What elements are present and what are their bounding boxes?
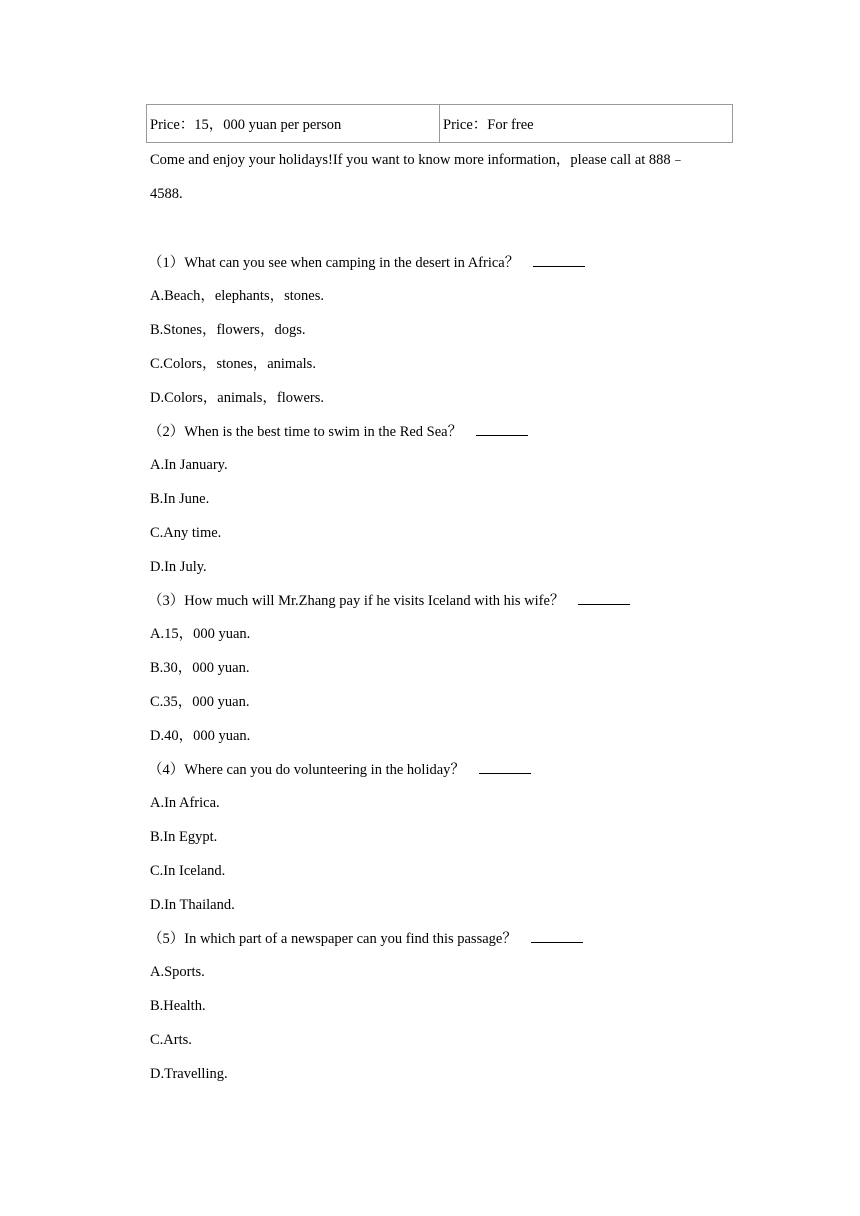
- answer-blank-5[interactable]: [531, 928, 583, 943]
- answer-blank-1[interactable]: [533, 252, 585, 267]
- price-cell-right: Price：For free: [440, 105, 733, 143]
- answer-blank-2[interactable]: [476, 421, 528, 436]
- option-3d: D.40，000 yuan.: [150, 728, 251, 744]
- price-cell-left: Price：15，000 yuan per person: [147, 105, 440, 143]
- info-line-2: 4588.: [150, 186, 183, 202]
- price-row: [147, 105, 733, 143]
- option-1b: B.Stones，flowers，dogs.: [150, 322, 306, 338]
- info-line-1: Come and enjoy your holidays!If you want to know more information，please call at 888﹣: [150, 152, 686, 168]
- answer-blank-3[interactable]: [578, 590, 630, 605]
- option-5b: B.Health.: [150, 998, 206, 1014]
- option-2d: D.In July.: [150, 559, 207, 575]
- option-4a: A.In Africa.: [150, 795, 220, 811]
- question-5-text: （5）In which part of a newspaper can you find this passage？: [148, 931, 517, 947]
- question-1: [148, 252, 585, 273]
- question-2: [148, 421, 528, 442]
- answer-blank-4[interactable]: [479, 759, 531, 774]
- option-4b: B.In Egypt.: [150, 829, 218, 845]
- option-1d: D.Colors，animals，flowers.: [150, 390, 324, 406]
- option-5a: A.Sports.: [150, 964, 205, 980]
- question-4: [148, 759, 531, 780]
- option-3a: A.15，000 yuan.: [150, 626, 251, 642]
- option-1c: C.Colors，stones，animals.: [150, 356, 316, 372]
- question-5: [148, 928, 583, 949]
- option-3b: B.30，000 yuan.: [150, 660, 250, 676]
- question-4-text: （4）Where can you do volunteering in the holiday？: [148, 762, 465, 778]
- option-5c: C.Arts.: [150, 1032, 192, 1048]
- question-2-text: （2）When is the best time to swim in the Red Sea？: [148, 424, 463, 440]
- option-4d: D.In Thailand.: [150, 897, 235, 913]
- question-1-text: （1）What can you see when camping in the desert in Africa？: [148, 255, 520, 271]
- option-1a: A.Beach，elephants，stones.: [150, 288, 324, 304]
- question-3: [148, 590, 630, 611]
- option-4c: C.In Iceland.: [150, 863, 226, 879]
- option-3c: C.35，000 yuan.: [150, 694, 250, 710]
- option-2b: B.In June.: [150, 491, 210, 507]
- question-3-text: （3）How much will Mr.Zhang pay if he visits Iceland with his wife？: [148, 593, 565, 609]
- option-2a: A.In January.: [150, 457, 228, 473]
- option-5d: D.Travelling.: [150, 1066, 228, 1082]
- option-2c: C.Any time.: [150, 525, 222, 541]
- price-table: [146, 104, 733, 143]
